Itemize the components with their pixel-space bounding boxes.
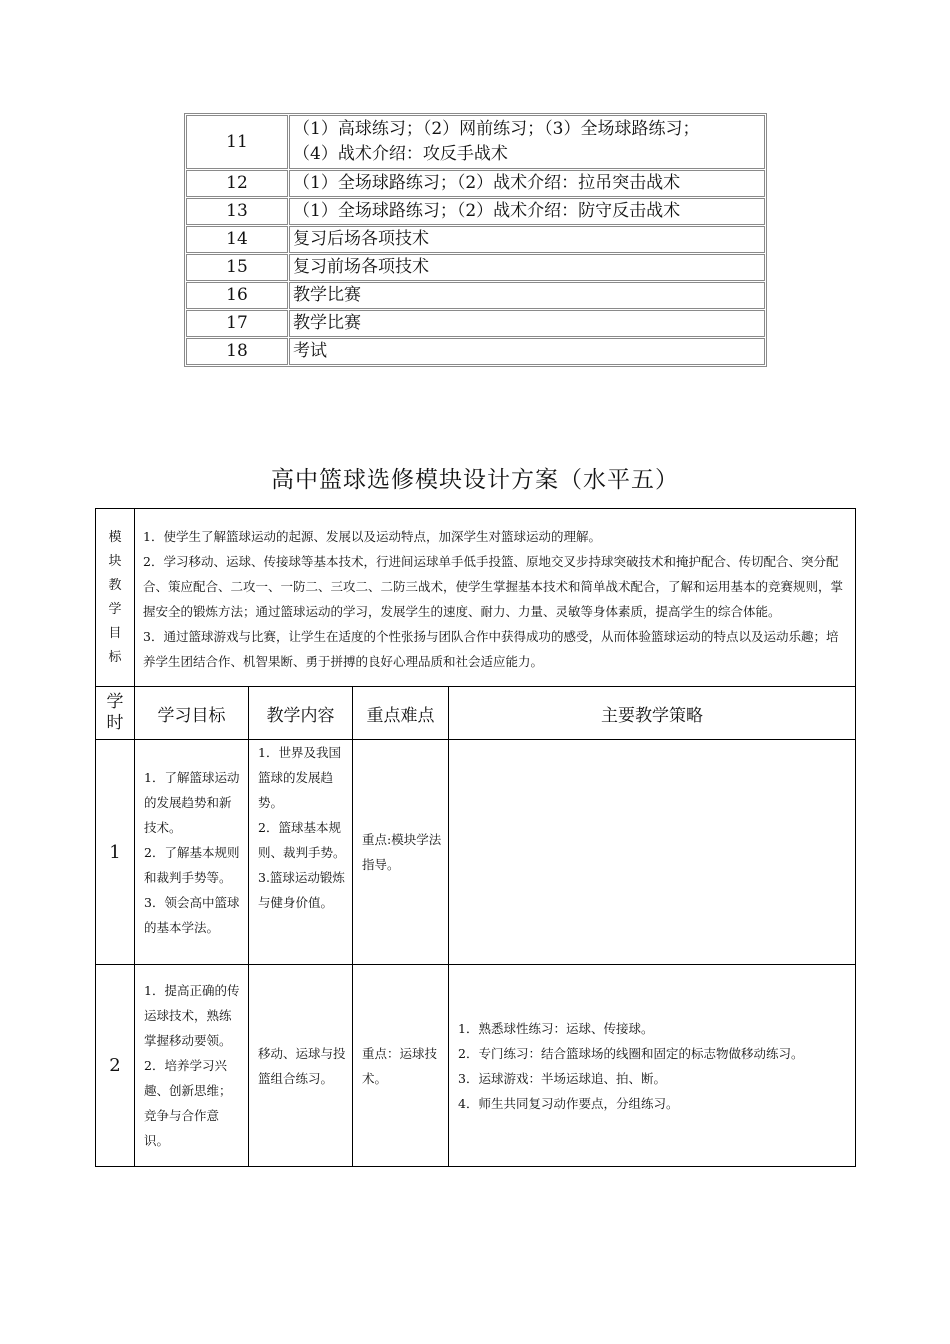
table-row: [186, 115, 765, 169]
lesson-key-points: 重点：运球技术。: [353, 965, 449, 1167]
goals-text: [135, 509, 856, 687]
lesson-number: 2: [96, 965, 135, 1167]
lesson-content: 1．世界及我国篮球的发展趋势。 2．篮球基本规则、裁判手势。 3.篮球运动锻炼与健身价值。: [249, 740, 353, 965]
table-row: [186, 226, 765, 253]
header-content: 教学内容: [249, 687, 353, 740]
lesson-row: [96, 965, 856, 1167]
table-row: [186, 198, 765, 225]
goals-label: 模 块 教 学 目 标: [96, 509, 135, 687]
lesson-content: 移动、运球与投篮组合练习。: [249, 965, 353, 1167]
goals-row: [96, 509, 856, 687]
lesson-number: 13: [186, 198, 288, 225]
lesson-number: 1: [96, 740, 135, 965]
lesson-number: 14: [186, 226, 288, 253]
lesson-row: [96, 740, 856, 965]
strategy-item: 2．专门练习：结合篮球场的线圈和固定的标志物做移动练习。: [458, 1045, 804, 1061]
strategy-item: 3．运球游戏：半场运球追、拍、断。: [458, 1070, 666, 1086]
lesson-objective: 1．提高正确的传运球技术，熟练掌握移动要领。 2．培养学习兴趣、创新思维；竞争与合作意识。: [135, 965, 249, 1167]
lesson-content: 复习后场各项技术: [289, 226, 765, 253]
table-row: [186, 254, 765, 281]
lesson-number: 17: [186, 310, 288, 337]
strategy-item: 4．师生共同复习动作要点，分组练习。: [458, 1095, 679, 1111]
header-key-points: 重点难点: [353, 687, 449, 740]
goal-item: 2．学习移动、运球、传接球等基本技术，行进间运球单手低手投篮、原地交叉步持球突破技术和掩护配合、传切配合、突分配合、策应配合、二攻一、一防二、三攻二、二防三战术，使学生掌握基本技术和简单战术配合，了解和运用基本的竞赛规则，掌握安全的锻炼方法；通过篮球运动的学习，发展学生的速度、耐力、力量、灵敏等身体素质，提高学生的综合体能。: [143, 553, 844, 619]
header-objective: 学习目标: [135, 687, 249, 740]
header-row: [96, 687, 856, 740]
lesson-number: 11: [186, 115, 288, 169]
lesson-number: 12: [186, 170, 288, 197]
table-row: [186, 338, 765, 365]
strategy-item: 1．熟悉球性练习：运球、传接球。: [458, 1020, 654, 1036]
lesson-content: 教学比赛: [289, 282, 765, 309]
content-line: （4）战术介绍：攻反手战术: [293, 144, 508, 164]
lesson-strategy: [449, 965, 856, 1167]
table-row: [186, 310, 765, 337]
lesson-number: 16: [186, 282, 288, 309]
lesson-content: [289, 115, 765, 169]
content-line: （1）高球练习；（2）网前练习；（3）全场球路练习；: [293, 119, 700, 139]
lesson-number: 15: [186, 254, 288, 281]
table-row: [186, 282, 765, 309]
header-strategy: 主要教学策略: [449, 687, 856, 740]
lesson-content: （1）全场球路练习；（2）战术介绍：防守反击战术: [289, 198, 765, 225]
lesson-content: 考试: [289, 338, 765, 365]
table-row: [186, 170, 765, 197]
design-plan-table: [95, 508, 856, 1167]
lesson-strategy: [449, 740, 856, 965]
lesson-content: （1）全场球路练习；（2）战术介绍：拉吊突击战术: [289, 170, 765, 197]
lesson-number: 18: [186, 338, 288, 365]
lesson-objective: 1．了解篮球运动的发展趋势和新技术。 2．了解基本规则和裁判手势等。 3．领会高中篮球的基本学法。: [135, 740, 249, 965]
schedule-table: [184, 113, 767, 367]
lesson-content: 复习前场各项技术: [289, 254, 765, 281]
goal-item: 1．使学生了解篮球运动的起源、发展以及运动特点，加深学生对篮球运动的理解。: [143, 528, 601, 544]
page-title: 高中篮球选修模块设计方案（水平五）: [271, 467, 679, 493]
header-time: 学 时: [96, 687, 135, 740]
goal-item: 3．通过篮球游戏与比赛，让学生在适度的个性张扬与团队合作中获得成功的感受，从而体验篮球运动的特点以及运动乐趣；培养学生团结合作、机智果断、勇于拼搏的良好心理品质和社会适应能力。: [143, 628, 839, 669]
lesson-key-points: 重点:模块学法指导。: [353, 740, 449, 965]
lesson-content: 教学比赛: [289, 310, 765, 337]
